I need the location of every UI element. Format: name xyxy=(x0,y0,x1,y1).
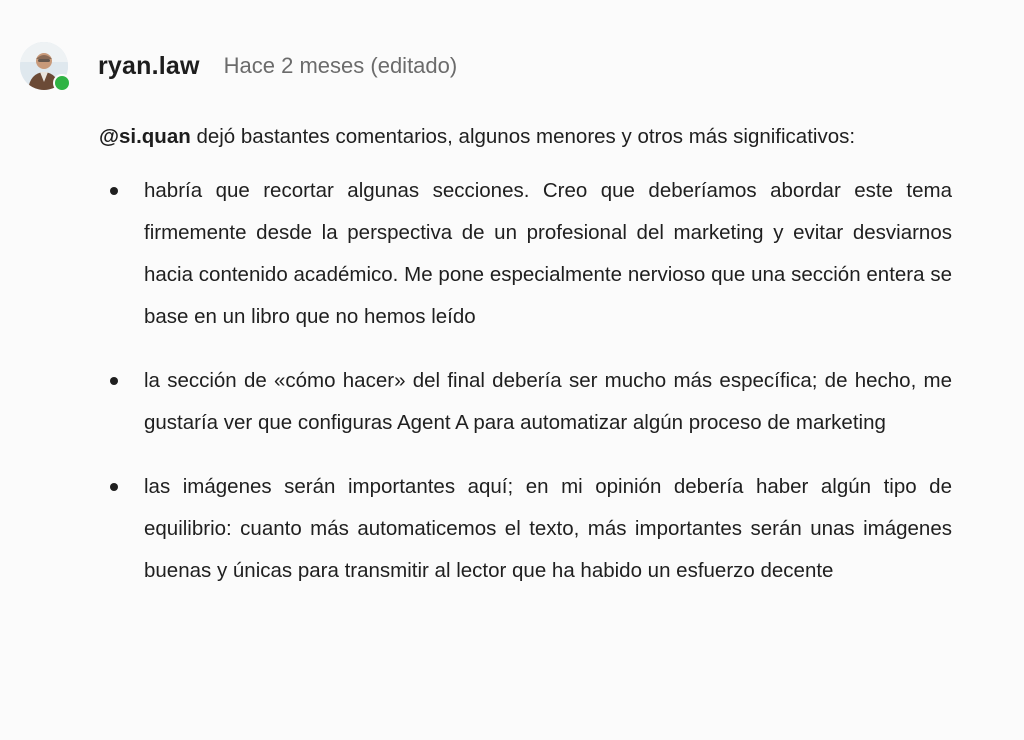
comment-timestamp[interactable]: Hace 2 meses (editado) xyxy=(223,53,458,78)
list-item-text: la sección de «cómo hacer» del final debería ser mucho más específica; de hecho, me gustaría ver que configuras Agent A para automatizar algún proceso de marketing xyxy=(144,369,952,434)
online-status-icon xyxy=(53,74,71,92)
avatar[interactable] xyxy=(20,42,68,90)
bullet-icon xyxy=(110,377,118,385)
intro-text: dejó bastantes comentarios, algunos menores y otros más significativos: xyxy=(190,125,856,148)
bullet-icon xyxy=(110,483,118,491)
author-name[interactable]: ryan.law xyxy=(98,51,200,80)
comment-header xyxy=(20,42,457,90)
list-item xyxy=(99,170,952,338)
list-item-text: habría que recortar algunas secciones. Creo que deberíamos abordar este tema firmemente desde la perspectiva de un profesional del marketing y evitar desviarnos hacia contenido académico. Me pone especialmente nervioso que una sección entera se base en un libro que no hemos leído xyxy=(144,179,952,328)
comment-bullet-list xyxy=(99,170,999,592)
list-item xyxy=(99,360,952,444)
bullet-icon xyxy=(110,187,118,195)
comment-body xyxy=(99,116,999,614)
list-item-text: las imágenes serán importantes aquí; en mi opinión debería haber algún tipo de equilibrio: cuanto más automaticemos el texto, más importantes serán unas imágenes buenas y únicas para transmitir al lector que ha habido un esfuerzo decente xyxy=(144,475,952,582)
list-item xyxy=(99,466,952,592)
user-mention[interactable]: @si.quan xyxy=(99,125,191,148)
comment-intro xyxy=(99,116,999,158)
